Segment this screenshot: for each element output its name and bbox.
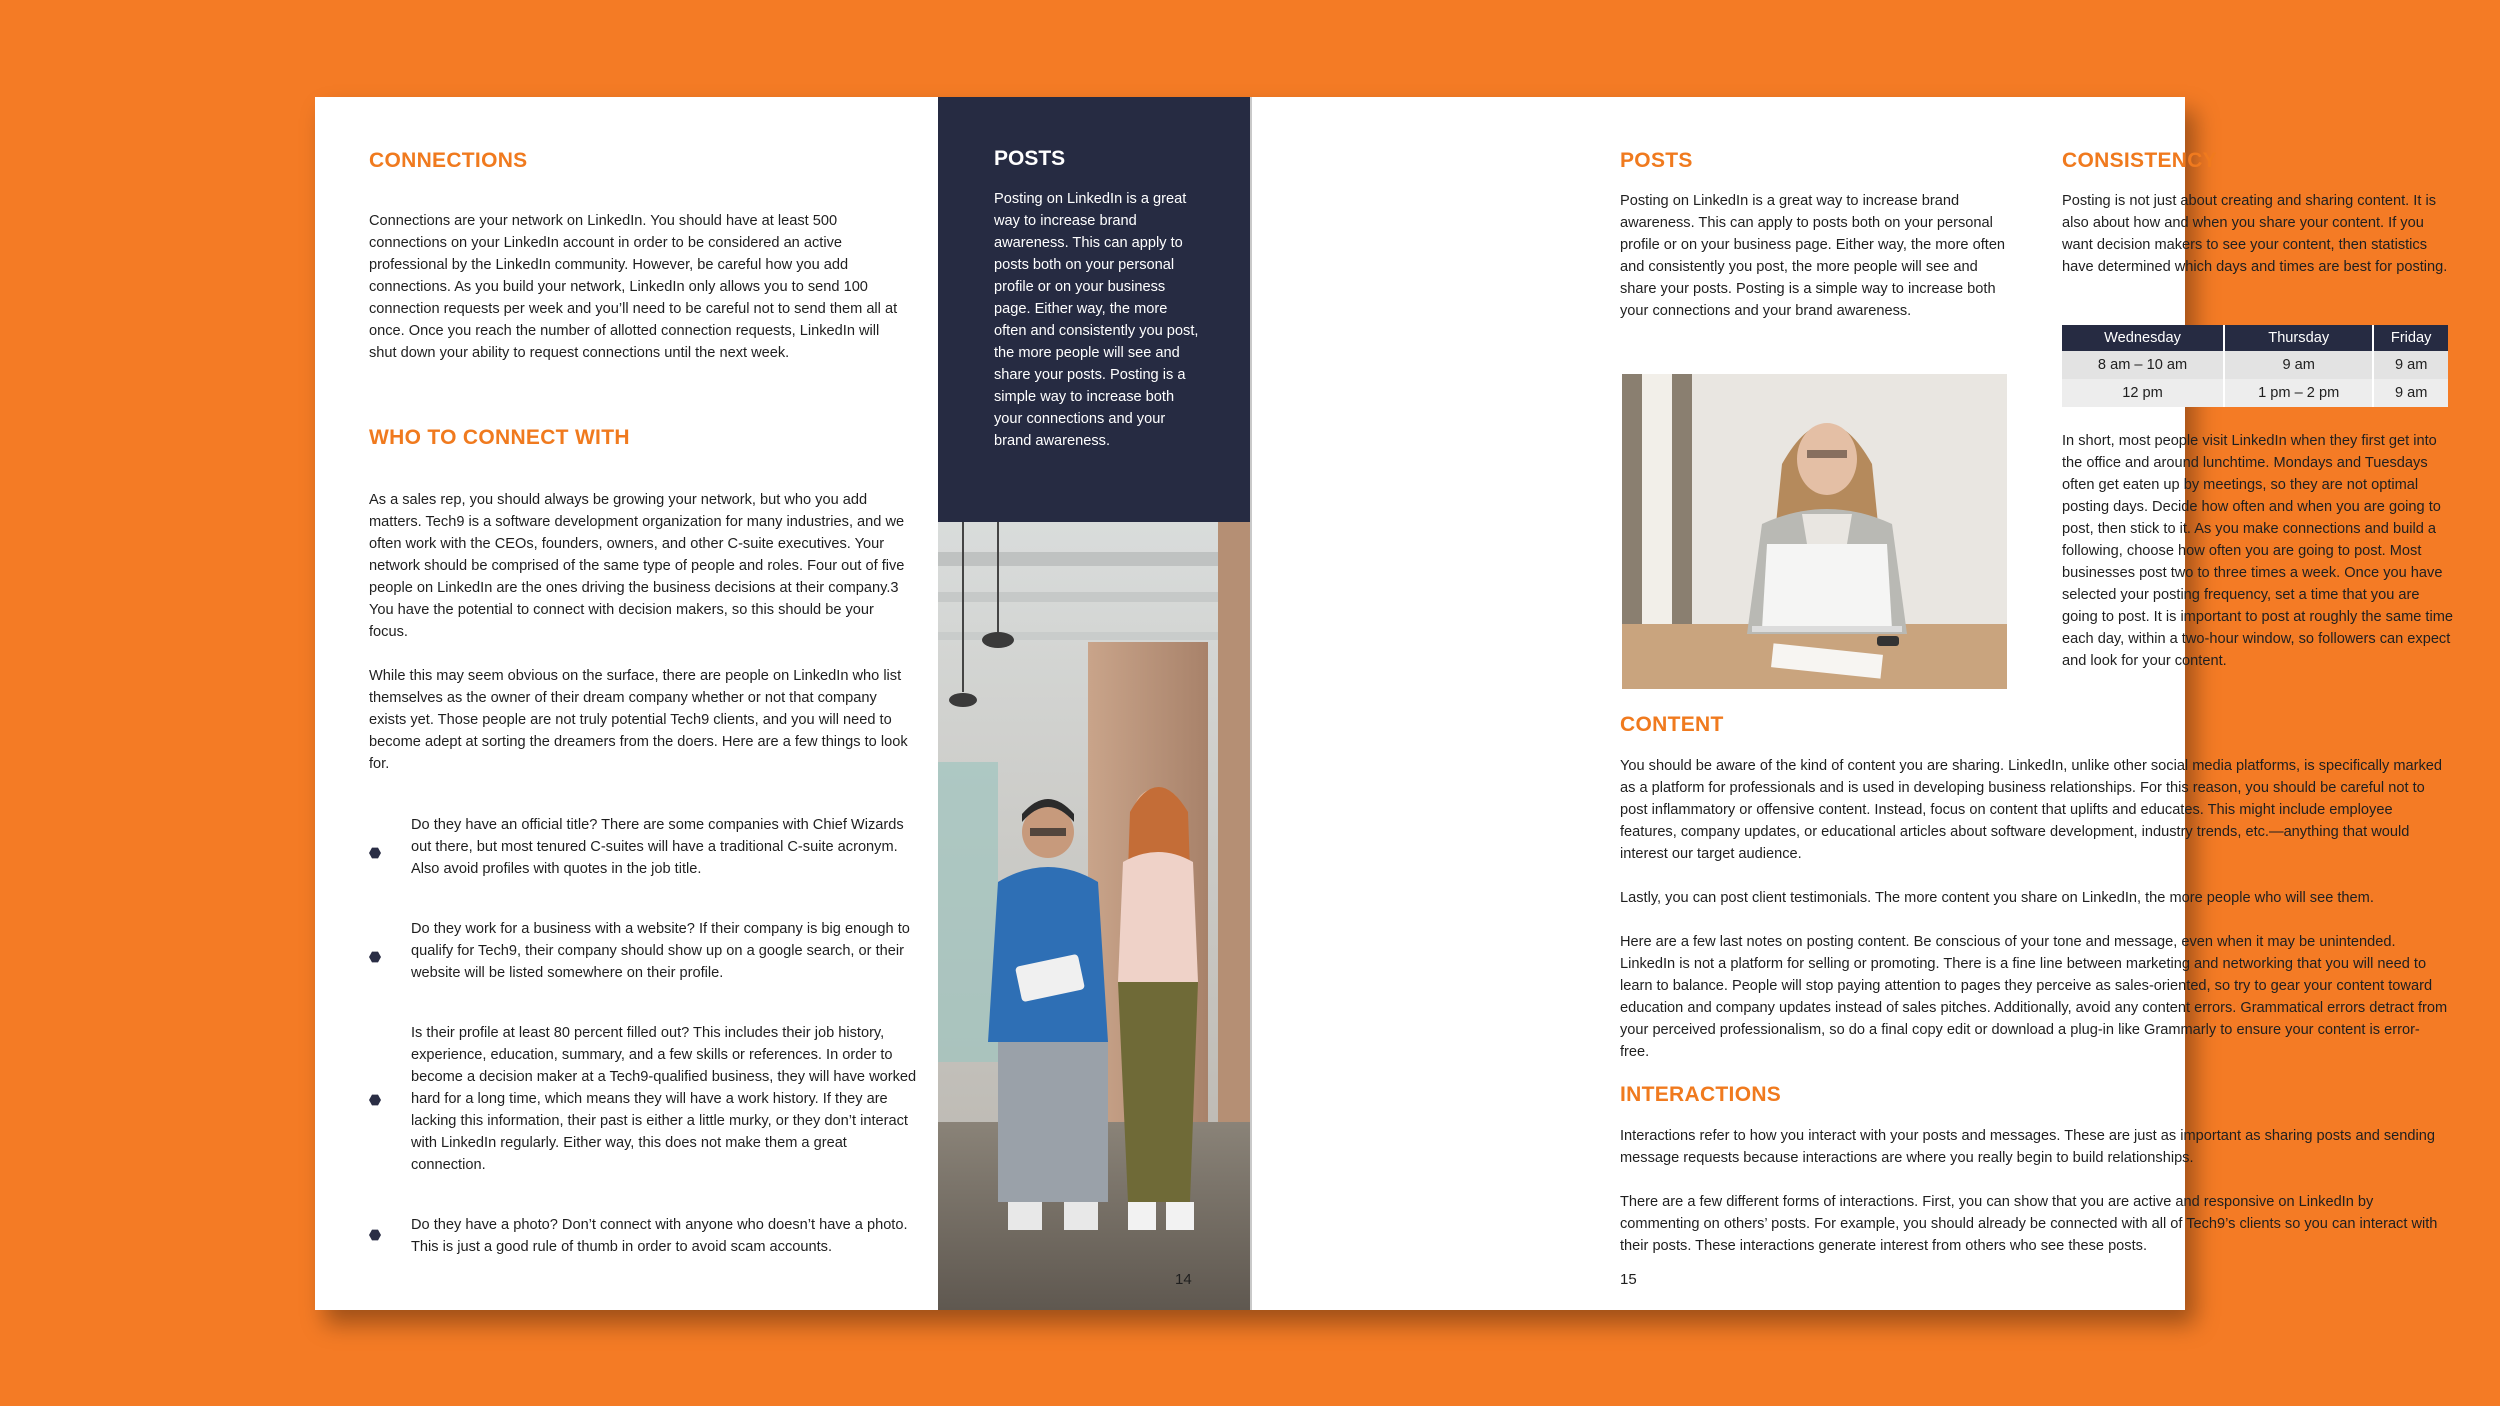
hexagon-bullet-icon bbox=[369, 847, 381, 859]
page-number-right: 15 bbox=[1620, 1271, 1637, 1288]
office-photo-illustration bbox=[938, 522, 1250, 1310]
hexagon-bullet-icon bbox=[369, 1229, 381, 1241]
table-row bbox=[2062, 351, 2448, 379]
content-para3: Here are a few last notes on posting content. Be conscious of your tone and message, even when it may be unintended. LinkedIn is not a platform for selling or promoting. There is a fine line between marketing and networking that you will need to learn to balance. People will stop paying attention to pages they perceive as sales-oriented, so try to gear your content toward education and company updates instead of sales pitches. Additionally, avoid any content errors. Grammatical errors detract from your perceived professionalism, so do a final copy edit or download a plug-in like Grammarly to ensure your content is error-free. bbox=[1620, 934, 2448, 1060]
woman-laptop-photo bbox=[1622, 374, 2007, 689]
bullet-text: Do they have a photo? Don’t connect with anyone who doesn’t have a photo. This is just a good rule of thumb in order to avoid scam accounts. bbox=[411, 1217, 908, 1255]
table-header: Wednesday bbox=[2062, 325, 2224, 351]
table-cell: 9 am bbox=[2224, 351, 2373, 379]
connections-body: Connections are your network on LinkedIn. You should have at least 500 connections on your LinkedIn account in order to be considered an active professional by the LinkedIn community. However, be careful how you add connections. As you build your network, LinkedIn only allows you to send 100 connection requests per week and you’ll need to be careful not to send them all at once. Once you reach the number of allotted connection requests, LinkedIn will shut down your ability to request connections until the next week. bbox=[369, 213, 898, 361]
posts-body: Posting on LinkedIn is a great way to increase brand awareness. This can apply to posts both on your personal profile or on your business page. Either way, the more often and consistently you post, the more people will see and share your posts. Posting is a simple way to increase both your connections and your brand awareness. bbox=[1620, 193, 2006, 319]
woman-laptop-illustration bbox=[1622, 374, 2007, 689]
posts-heading: POSTS bbox=[1620, 149, 1693, 172]
table-row bbox=[2062, 379, 2448, 407]
page-number-left: 14 bbox=[1175, 1271, 1192, 1288]
interactions-para1: Interactions refer to how you interact with your posts and messages. These are just as important as sharing posts and sending message requests because interactions are where you really begin to build relationships. bbox=[1620, 1128, 2435, 1166]
hexagon-bullet-icon bbox=[369, 1094, 381, 1106]
content-para1: You should be aware of the kind of content you are sharing. LinkedIn, unlike other social media platforms, is specifically marked as a platform for professionals and is used in developing business relationships. For this reason, you should be careful not to post inflammatory or offensive content. Instead, focus on content that uplifts and educates. This might include employee features, company updates, or educational articles about software development, industry trends, etc.—anything that would interest our target audience. bbox=[1620, 758, 2443, 862]
sidebar-body: Posting on LinkedIn is a great way to increase brand awareness. This can apply to posts both on your personal profile or on your business page. Either way, the more often and consistently you post, the more people will see and share your posts. Posting is a simple way to increase both your connections and your brand awareness. bbox=[994, 191, 1199, 449]
brochure-spread bbox=[315, 97, 2453, 1310]
table-header: Thursday bbox=[2224, 325, 2373, 351]
left-page bbox=[315, 97, 1250, 1310]
table-cell: 9 am bbox=[2373, 351, 2448, 379]
table-cell: 1 pm – 2 pm bbox=[2224, 379, 2373, 407]
bullet-text: Do they have an official title? There are some companies with Chief Wizards out there, but most tenured C-suites will have a traditional C-suite acronym. Also avoid profiles with quotes in the job title. bbox=[411, 817, 904, 877]
who-to-connect-para1: As a sales rep, you should always be growing your network, but who you add matters. Tech9 is a software development organization for many industries, and we often work with the CEOs, founders, owners, and other C-suite executives. Your network should be comprised of the same type of people and roles. Four out of five people on LinkedIn are the ones driving the business decisions at their company.3 You have the potential to connect with decision makers, so this should be your focus. bbox=[369, 492, 905, 640]
bullet-text: Do they work for a business with a website? If their company is big enough to qualify for Tech9, their company should show up on a google search, or their website will be listed somewhere on their profile. bbox=[411, 921, 910, 981]
who-to-connect-heading: WHO TO CONNECT WITH bbox=[369, 426, 630, 449]
who-to-connect-para2: While this may seem obvious on the surface, there are people on LinkedIn who list themselves as the owner of their dream company whether or not that company exists yet. Those people are not truly potential Tech9 clients, and you will need to become adept at sorting the dreamers from the doers. Here are a few things to look for. bbox=[369, 668, 908, 772]
posts-sidebar bbox=[938, 97, 1250, 522]
bullet-text: Is their profile at least 80 percent filled out? This includes their job history, experience, education, summary, and a few skills or references. In order to become a decision maker at a Tech9-qualified business, they will have worked hard for a long time, which means they will have a work history. If they are lacking this information, their past is either a little murky, or they don’t interact with LinkedIn regularly. Either way, this does not make them a great connection. bbox=[411, 1025, 917, 1173]
table-cell: 8 am – 10 am bbox=[2062, 351, 2224, 379]
connections-heading: CONNECTIONS bbox=[369, 149, 528, 172]
consistency-intro: Posting is not just about creating and sharing content. It is also about how and when you share your content. If you want decision makers to see your content, then statistics have determined which days and times are best for posting. bbox=[2062, 193, 2448, 275]
interactions-para2: There are a few different forms of interactions. First, you can show that you are active and responsive on LinkedIn by commenting on others’ posts. For example, you should already be connected with all of Tech9’s clients so you can interact with their posts. These interactions generate interest from others who see these posts. bbox=[1620, 1194, 2438, 1254]
table-header: Friday bbox=[2373, 325, 2448, 351]
consistency-after: In short, most people visit LinkedIn when they first get into the office and around lunchtime. Mondays and Tuesdays often get eaten up by meetings, so they are not optimal posting days. Decide how often and when you are going to post, then stick to it. As you make connections and build a following, choose how often you are going to post. Most businesses post two to three times a week. Once you have selected your posting frequency, set a time that you are going to post. It is important to post at roughly the same time each day, within a two-hour window, so followers can expect and look for your content. bbox=[2062, 433, 2453, 669]
consistency-heading: CONSISTENCY bbox=[2062, 149, 2217, 172]
right-page bbox=[1252, 97, 2453, 1310]
office-photo bbox=[938, 522, 1250, 1310]
content-heading: CONTENT bbox=[1620, 713, 1724, 736]
table-cell: 12 pm bbox=[2062, 379, 2224, 407]
posting-times-table bbox=[2062, 325, 2448, 407]
sidebar-heading: POSTS bbox=[994, 147, 1066, 170]
hexagon-bullet-icon bbox=[369, 951, 381, 963]
interactions-heading: INTERACTIONS bbox=[1620, 1083, 1782, 1106]
content-para2: Lastly, you can post client testimonials. The more content you share on LinkedIn, the more people who will see them. bbox=[1620, 890, 2374, 906]
table-cell: 9 am bbox=[2373, 379, 2448, 407]
